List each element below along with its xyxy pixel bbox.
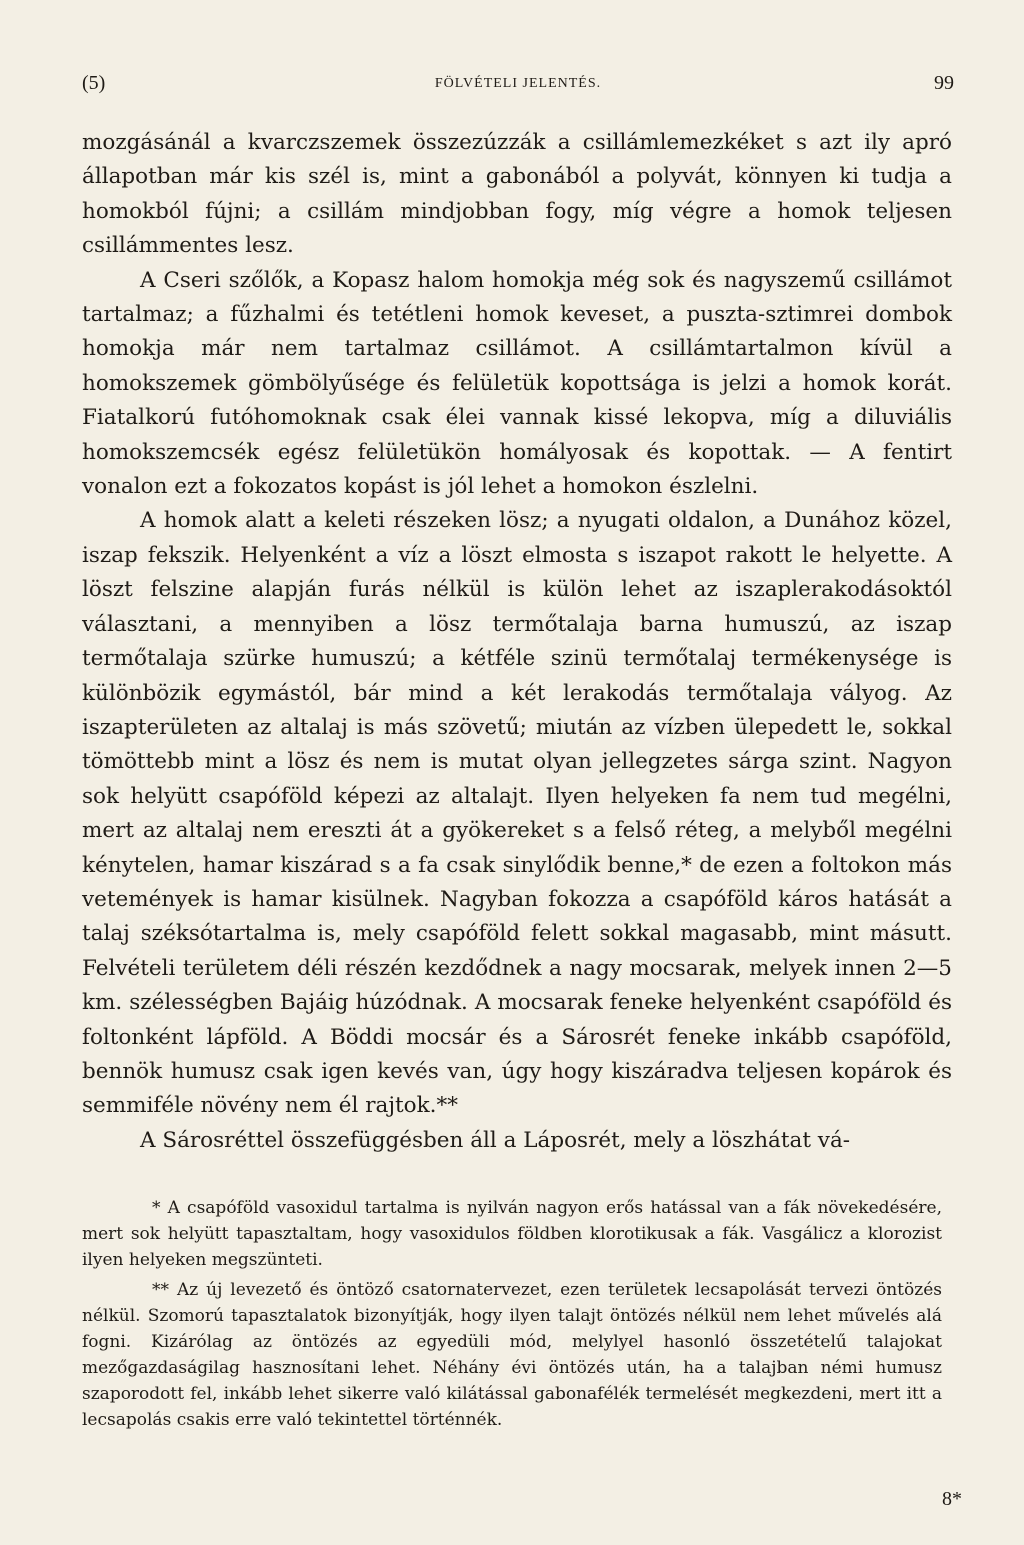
paragraph-1: mozgásánál a kvarczszemek összezúzzák a csillámlemezkéket s azt ily apró állapotban már kis szél is, mint a gabonából a polyvát, könnyen ki tudja a homokból fújni; a csillám mindjobban fogy, míg végre a homok teljesen csillámmentes lesz. [82, 130, 952, 259]
footnote-1: * A csapóföld vasoxidul tartalma is nyilván nagyon erős hatással van a fák növekedésére, mert sok helyütt tapasztaltam, hogy vasoxidulos földben klorotikusak a fák. Vasgálicz a klorozist ilyen helyeken megszünteti. [82, 1198, 942, 1270]
page-number: 99 [934, 72, 954, 94]
running-header [82, 70, 954, 100]
paragraph-4: A Sárosréttel összefüggésben áll a Láposrét, mely a löszhátat vá- [140, 1127, 851, 1153]
paragraph-3: A homok alatt a keleti részeken lösz; a nyugati oldalon, a Dunához közel, iszap fekszik. Helyenként a víz a löszt elmosta s iszapot rakott le helyette. A löszt felszine alapján furás nélkül is külön lehet az iszaplerakodásoktól választani, a mennyiben a lösz termőtalaja barna humuszú, az iszap termőtalaja szürke humuszú; a kétféle szinü termőtalaj termékenysége is különbözik egymástól, bár mind a két lerakodás termőtalaja vályog. Az iszapterületen az altalaj is más szövetű; miután az vízben ülepedett le, sokkal tömöttebb mint a lösz és nem is mutat olyan jellegzetes sárga szint. Nagyon sok helyütt csapóföld képezi az altalajt. Ilyen helyeken fa nem tud megélni, mert az altalaj nem ereszti át a gyökereket s a felső réteg, a melyből megélni kénytelen, hamar kiszárad s a fa csak sinylődik benne,* de ezen a foltokon más vetemények is hamar kisülnek. Nagyban fokozza a csapóföld káros hatását a talaj széksótartalma is, mely csapóföld felett sokkal magasabb, mint másutt. Felvételi területem déli részén kezdődnek a nagy mocsarak, melyek innen 2—5 km. szélességben Bajáig húzódnak. A mocsarak feneke helyenként csapóföld és foltonként lápföld. A Böddi mocsár és a Sárosrét feneke inkább csapóföld, bennök humusz csak igen kevés van, úgy hogy kiszáradva teljesen kopárok és semmiféle növény nem él rajtok.** [82, 508, 952, 1119]
paragraph-2: A Cseri szőlők, a Kopasz halom homokja még sok és nagyszemű csillámot tartalmaz; a fűzhalmi és tetétleni homok keveset, a puszta-sztimrei dombok homokja már nem tartalmaz csillámot. A csillámtartalmon kívül a homokszemek gömbölyűsége és felületük kopottsága is jelzi a homok korát. Fiatalkorú futóhomoknak csak élei vannak kissé lekopva, míg a diluviális homokszemcsék egész felületükön homályosak és kopottak. — A fentirt vonalon ezt a fokozatos kopást is jól lehet a homokon észlelni. [82, 267, 952, 500]
footnotes [82, 1195, 942, 1433]
chapter-number: (5) [82, 72, 106, 94]
main-text [82, 126, 952, 1158]
footnote-2: ** Az új levezető és öntöző csatornatervezet, ezen területek lecsapolását tervezi öntözés nélkül. Szomorú tapasztalatok bizonyítják, hogy ilyen talajt öntözés nélkül nem lehet művelés alá fogni. Kizárólag az öntözés az egyedüli mód, melylyel hasonló összetételű talajokat mezőgazdaságilag hasznosítani lehet. Néhány évi öntözés után, ha a talajban némi humusz szaporodott fel, inkább lehet sikerre való kilátással gabonafélék termelését megkezdeni, mert itt a lecsapolás csakis erre való tekintettel történnék. [82, 1280, 942, 1430]
running-title: FÖLVÉTELI JELENTÉS. [434, 76, 602, 91]
signature-mark: 8* [942, 1488, 962, 1510]
